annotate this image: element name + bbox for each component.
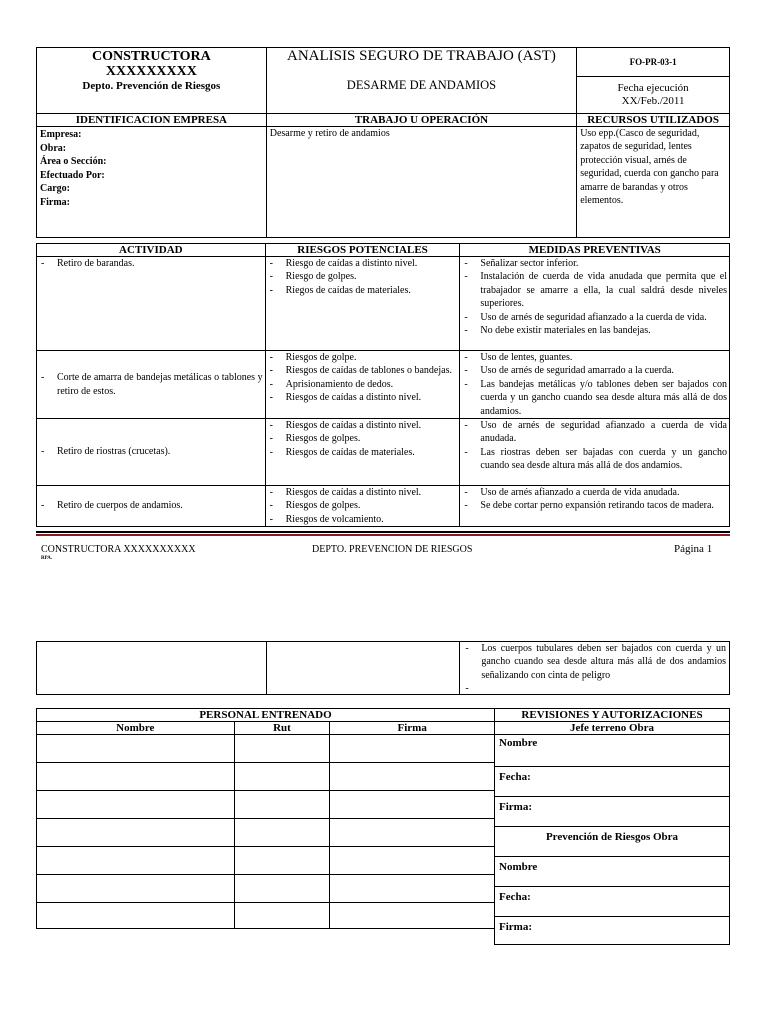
field-empresa: Empresa: bbox=[40, 129, 82, 140]
risk-item: - Riesgo de caídas a distinto nivel. bbox=[268, 257, 458, 270]
measures-cell bbox=[460, 486, 730, 527]
risk-item: - Riesgos de caídas de tablones o bandejas. bbox=[268, 364, 458, 377]
form-code: FO-PR-03-1 bbox=[629, 57, 677, 68]
measure-item: - Instalación de cuerda de vida anudada que permita que el trabajador se amarre a ella, la cual saldrá desde niveles superiores. bbox=[462, 270, 727, 310]
jefe-nombre-label: Nombre bbox=[499, 737, 538, 749]
activities-table bbox=[36, 243, 730, 527]
measure-item: - Los cuerpos tubulares deben ser bajados con cuerda y un gancho cuando sea desde altura más allá de dos andamios señalizando con cinta de peligro bbox=[463, 642, 726, 682]
measure-item: - Las bandejas metálicas y/o tablones deben ser bajados con cuerda y un gancho cuando sea desde altura más allá de dos andamios. bbox=[462, 378, 727, 418]
risk-item: - Riesgo de golpes. bbox=[268, 270, 458, 283]
jefe-firma-label: Firma: bbox=[499, 801, 532, 813]
field-area: Área o Sección: bbox=[40, 156, 107, 168]
column-firma: Firma bbox=[330, 722, 495, 735]
nombre-cell[interactable] bbox=[37, 791, 235, 819]
measures-cell bbox=[460, 257, 730, 351]
activity-row bbox=[37, 351, 730, 419]
rut-cell[interactable] bbox=[234, 735, 330, 763]
measure-item: - Uso de arnés afianzado a cuerda de vida anudada. bbox=[462, 486, 727, 499]
section-trabajo-header: TRABAJO U OPERACIÓN bbox=[266, 114, 576, 127]
department-name: Depto. Prevención de Riesgos bbox=[82, 80, 221, 92]
footer-rule-dark bbox=[36, 531, 730, 533]
personnel-row bbox=[37, 791, 495, 819]
risk-item: - Riesgos de golpe. bbox=[268, 351, 458, 364]
document-title: ANALISIS SEGURO DE TRABAJO (AST) bbox=[287, 48, 556, 64]
date-label: Fecha ejecución bbox=[617, 82, 689, 95]
prev-fecha-field[interactable] bbox=[495, 887, 730, 917]
nombre-cell[interactable] bbox=[37, 819, 235, 847]
activity-text: - Corte de amarra de bandejas metálicas o tablones y retiro de estos. bbox=[39, 371, 263, 398]
activity-cell bbox=[37, 486, 266, 527]
recursos-cell bbox=[577, 127, 730, 238]
trabajo-text: Desarme y retiro de andamios bbox=[269, 128, 390, 139]
measure-item: - Uso de arnés de seguridad afianzado a la cuerda de vida. bbox=[462, 311, 727, 324]
title-cell bbox=[266, 48, 576, 114]
date-cell bbox=[577, 77, 730, 114]
measure-item: - Se debe cortar perno expansión retirando tacos de madera. bbox=[462, 499, 727, 512]
measure-item: - Uso de lentes, guantes. bbox=[462, 351, 727, 364]
footer-rule-red bbox=[36, 534, 730, 536]
firma-cell[interactable] bbox=[330, 791, 495, 819]
column-nombre: Nombre bbox=[37, 722, 235, 735]
nombre-cell[interactable] bbox=[37, 735, 235, 763]
nombre-cell[interactable] bbox=[37, 847, 235, 875]
rut-cell[interactable] bbox=[234, 847, 330, 875]
activity-header: ACTIVIDAD bbox=[37, 244, 266, 257]
field-obra: Obra: bbox=[40, 142, 67, 154]
risk-item: - Aprisionamiento de dedos. bbox=[268, 378, 458, 391]
rut-cell[interactable] bbox=[234, 791, 330, 819]
field-efectuado: Efectuado Por: bbox=[40, 169, 105, 181]
jefe-firma-field[interactable] bbox=[495, 797, 730, 827]
personnel-row bbox=[37, 735, 495, 763]
firma-cell[interactable] bbox=[330, 819, 495, 847]
risks-cell bbox=[265, 486, 460, 527]
reviews-table bbox=[494, 708, 730, 945]
personnel-title: PERSONAL ENTRENADO bbox=[37, 709, 495, 722]
measure-item: - Señalizar sector inferior. bbox=[462, 257, 727, 270]
rut-cell[interactable] bbox=[234, 903, 330, 929]
risks-cell bbox=[265, 351, 460, 419]
risk-item: - Riesgos de caídas a distinto nivel. bbox=[268, 486, 458, 499]
identification-fields bbox=[37, 127, 267, 238]
continuation-table bbox=[36, 641, 730, 695]
activity-text: - Retiro de barandas. bbox=[39, 257, 263, 270]
risks-cell bbox=[266, 642, 460, 695]
activity-cell bbox=[37, 351, 266, 419]
risks-cell bbox=[265, 419, 460, 486]
risks-cell bbox=[265, 257, 460, 351]
column-rut: Rut bbox=[234, 722, 330, 735]
nombre-cell[interactable] bbox=[37, 875, 235, 903]
personnel-table bbox=[36, 708, 495, 929]
firma-cell[interactable] bbox=[330, 763, 495, 791]
activity-text: - Retiro de cuerpos de andamios. bbox=[39, 499, 263, 512]
document-subtitle: DESARME DE ANDAMIOS bbox=[346, 78, 497, 92]
measures-cell bbox=[460, 419, 730, 486]
activity-text: - Retiro de riostras (crucetas). bbox=[39, 445, 263, 458]
measures-cell bbox=[460, 642, 730, 695]
activity-cell bbox=[37, 642, 267, 695]
firma-cell[interactable] bbox=[330, 875, 495, 903]
prev-nombre-field[interactable] bbox=[495, 857, 730, 887]
prev-title-cell bbox=[495, 827, 730, 857]
risk-item: - Riesgos de caídas a distinto nivel. bbox=[268, 419, 458, 432]
trabajo-cell bbox=[266, 127, 576, 238]
activity-row bbox=[37, 419, 730, 486]
footer-page: Página 1 bbox=[674, 543, 713, 555]
measures-header: MEDIDAS PREVENTIVAS bbox=[460, 244, 730, 257]
risk-item: - Riesgos de caídas de materiales. bbox=[268, 446, 458, 459]
reviews-title: REVISIONES Y AUTORIZACIONES bbox=[495, 709, 730, 722]
rut-cell[interactable] bbox=[234, 875, 330, 903]
field-firma: Firma: bbox=[40, 196, 70, 208]
nombre-cell[interactable] bbox=[37, 763, 235, 791]
header-table bbox=[36, 47, 730, 238]
risk-item: - Riegos de caídas de materiales. bbox=[268, 284, 458, 297]
personnel-row bbox=[37, 763, 495, 791]
risk-item: - Riesgos de volcamiento. bbox=[268, 513, 458, 526]
section-recursos-header: RECURSOS UTILIZADOS bbox=[577, 114, 730, 127]
personnel-row bbox=[37, 847, 495, 875]
jefe-nombre-field[interactable] bbox=[495, 735, 730, 767]
risk-item: - Riesgos de golpes. bbox=[268, 499, 458, 512]
rut-cell[interactable] bbox=[234, 819, 330, 847]
footer-department: DEPTO. PREVENCION DE RIESGOS bbox=[312, 544, 473, 555]
field-cargo: Cargo: bbox=[40, 183, 70, 195]
jefe-fecha-field[interactable] bbox=[495, 767, 730, 797]
section-empresa-header: IDENTIFICACION EMPRESA bbox=[37, 114, 267, 127]
activity-cell bbox=[37, 419, 266, 486]
firma-cell[interactable] bbox=[330, 847, 495, 875]
activity-cell bbox=[37, 257, 266, 351]
measure-item: - Uso de arnés de seguridad amarrado a la cuerda. bbox=[462, 364, 727, 377]
personnel-row bbox=[37, 819, 495, 847]
company-code: XXXXXXXXX bbox=[105, 64, 197, 79]
personnel-row bbox=[37, 903, 495, 929]
nombre-cell[interactable] bbox=[37, 903, 235, 929]
company-name: CONSTRUCTORA bbox=[91, 49, 211, 64]
footer-small: RPA. bbox=[41, 556, 53, 561]
footer-company: CONSTRUCTORA XXXXXXXXXX bbox=[41, 544, 196, 555]
prev-title: Prevención de Riesgos Obra bbox=[545, 831, 679, 843]
measures-cell bbox=[460, 351, 730, 419]
rut-cell[interactable] bbox=[234, 763, 330, 791]
measure-item: - Las riostras deben ser bajadas con cuerda y un gancho cuando sea desde altura más allá de dos andamios. bbox=[462, 446, 727, 473]
form-code-cell bbox=[577, 48, 730, 77]
measure-item: - Uso de arnés de seguridad afianzado a cuerda de vida anudada. bbox=[462, 419, 727, 446]
activity-row bbox=[37, 257, 730, 351]
prev-fecha-label: Fecha: bbox=[499, 891, 531, 903]
risk-item: - Riesgos de golpes. bbox=[268, 432, 458, 445]
company-cell bbox=[37, 48, 267, 114]
date-value: XX/Feb./2011 bbox=[621, 95, 685, 108]
prev-firma-label: Firma: bbox=[499, 921, 532, 933]
personnel-row bbox=[37, 875, 495, 903]
risks-header: RIESGOS POTENCIALES bbox=[265, 244, 460, 257]
prev-firma-field[interactable] bbox=[495, 917, 730, 945]
activity-row bbox=[37, 486, 730, 527]
risk-item: - Riesgos de caídas a distinto nivel. bbox=[268, 391, 458, 404]
jefe-fecha-label: Fecha: bbox=[499, 771, 531, 783]
recursos-text: Uso epp.(Casco de seguridad, zapatos de seguridad, lentes protección visual, arnés de seguridad, cuerda con gancho para amarre de barandas y otros elementos. bbox=[580, 128, 719, 207]
prev-nombre-label: Nombre bbox=[499, 861, 538, 873]
measure-item: - No debe existir materiales en las bandejas. bbox=[462, 324, 727, 337]
jefe-title: Jefe terreno Obra bbox=[495, 722, 730, 735]
firma-cell[interactable] bbox=[330, 903, 495, 929]
firma-cell[interactable] bbox=[330, 735, 495, 763]
